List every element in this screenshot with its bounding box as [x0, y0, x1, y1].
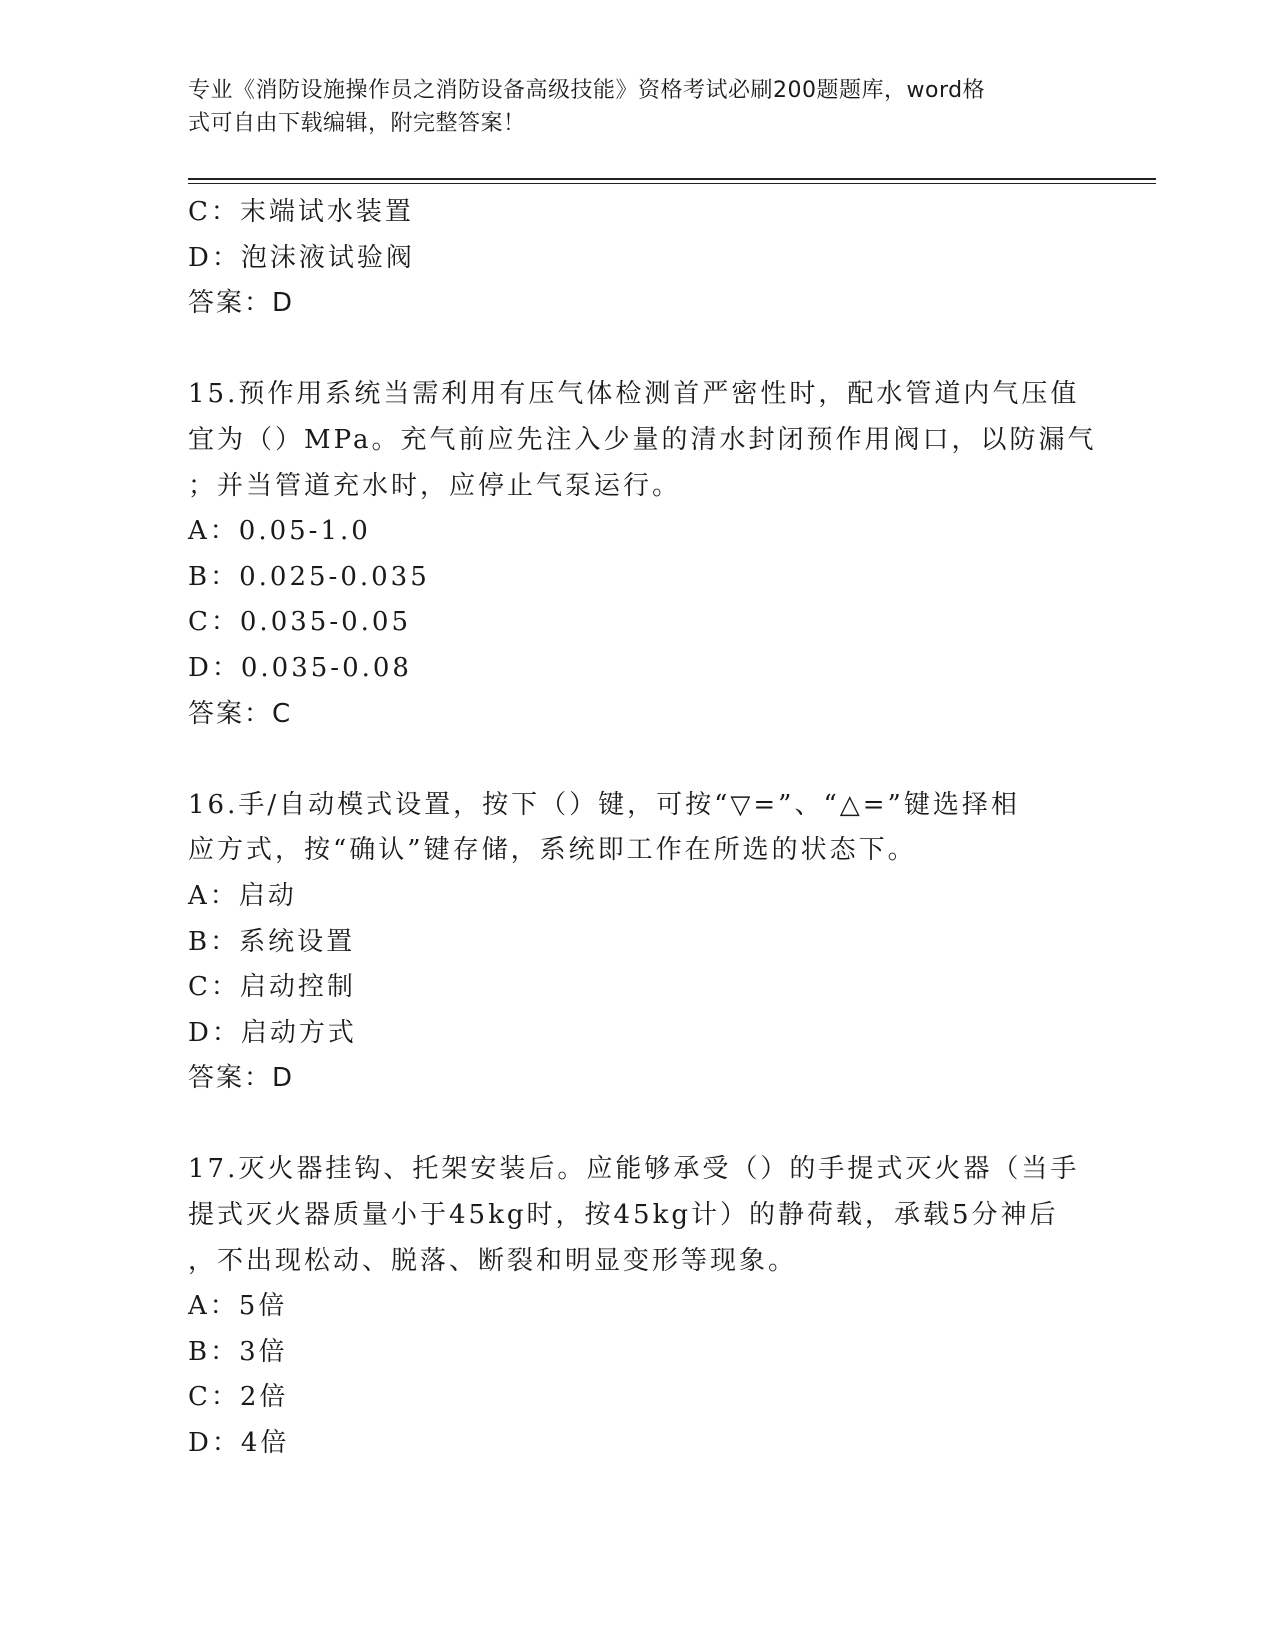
header-line-2: 式可自由下载编辑，附完整答案！: [188, 111, 526, 136]
question-17: [188, 1147, 1088, 1466]
question-stem-line: 应方式，按“确认”键存储，系统即工作在所选的状态下。: [188, 835, 917, 866]
option-c: C：2倍: [188, 1382, 289, 1413]
option-d: D：泡沫液试验阀: [188, 242, 415, 273]
spacer: [188, 327, 1088, 373]
question-16: [188, 783, 1088, 1102]
header-divider-thick: [188, 178, 1156, 180]
spacer: [188, 1102, 1088, 1148]
spacer: [188, 737, 1088, 783]
question-stem-line: 17.灭火器挂钩、托架安装后。应能够承受（）的手提式灭火器（当手: [188, 1154, 1080, 1185]
option-d: D：4倍: [188, 1428, 290, 1459]
option-d: D：0.035-0.08: [188, 652, 412, 683]
question-stem-line: ；并当管道充水时，应停止气泵运行。: [188, 470, 682, 501]
prev-question: [188, 190, 1088, 327]
option-c: C：0.035-0.05: [188, 607, 412, 638]
option-d: D：启动方式: [188, 1017, 357, 1048]
header-divider-thin: [188, 183, 1156, 184]
question-stem-line: ，不出现松动、脱落、断裂和明显变形等现象。: [188, 1245, 798, 1276]
document-header: [188, 74, 1068, 140]
answer-line: 答案：D: [188, 288, 295, 319]
option-b: B：3倍: [188, 1336, 288, 1367]
question-stem-line: 15.预作用系统当需利用有压气体检测首严密性时，配水管道内气压值: [188, 379, 1080, 410]
option-c: C：末端试水装置: [188, 197, 414, 227]
question-stem-line: 提式灭火器质量小于45kg时，按45kg计）的静荷载，承载5分神后: [188, 1200, 1059, 1231]
header-line-1: 专业《消防设施操作员之消防设备高级技能》资格考试必刷200题题库，word格: [188, 78, 986, 103]
question-stem-line: 16.手/自动模式设置，按下（）键，可按“▽=”、“△=”键选择相: [188, 789, 1020, 820]
option-a: A：启动: [188, 880, 297, 911]
answer-line: 答案：D: [188, 1063, 295, 1094]
option-b: B：系统设置: [188, 926, 356, 957]
question-15: [188, 372, 1097, 737]
option-a: A：5倍: [188, 1291, 288, 1322]
option-c: C：启动控制: [188, 972, 356, 1003]
option-a: A：0.05-1.0: [188, 516, 371, 547]
question-stem-line: 宜为（）MPa。充气前应先注入少量的清水封闭预作用阀口，以防漏气: [188, 424, 1097, 455]
question-content: [188, 190, 1097, 1467]
answer-line: 答案：C: [188, 698, 293, 729]
option-b: B：0.025-0.035: [188, 561, 430, 592]
